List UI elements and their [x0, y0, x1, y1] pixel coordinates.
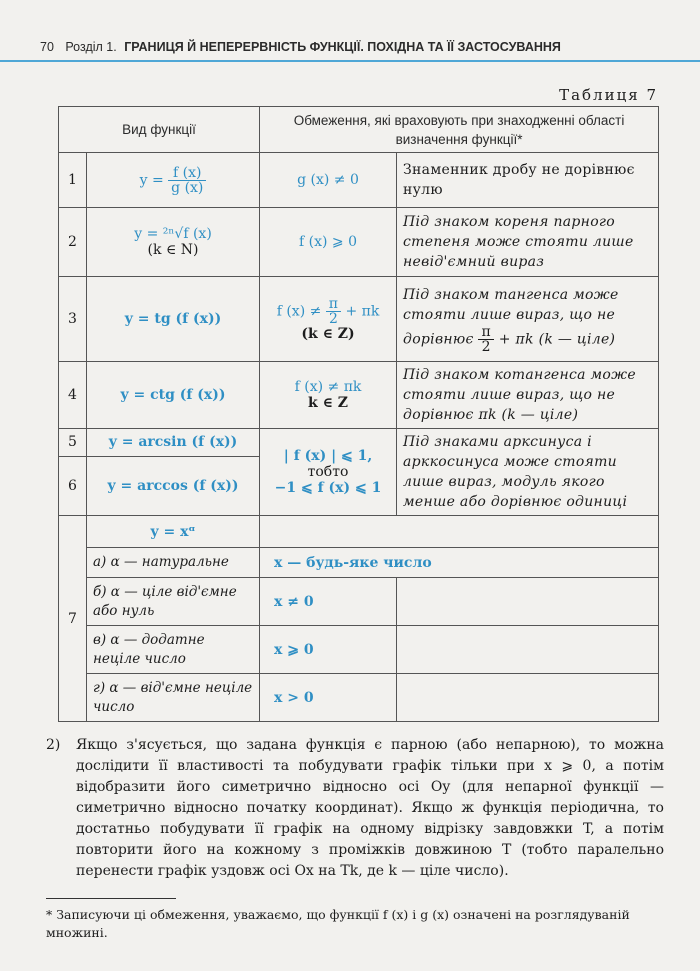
table-row [59, 578, 659, 626]
table-header-row [59, 107, 659, 153]
restriction-line1: | f (x) | ⩽ 1, [283, 448, 373, 464]
row-number: 1 [59, 153, 87, 208]
restriction-cell [260, 277, 397, 362]
case-restriction: x > 0 [260, 674, 397, 722]
header-function-type: Вид функції [59, 107, 260, 153]
restriction-condition: k ∈ Z [308, 395, 349, 411]
table-row [59, 208, 659, 277]
restriction-line3: −1 ⩽ f (x) ⩽ 1 [274, 480, 382, 496]
case-label: а) α — натуральне [87, 548, 260, 578]
function-cell: y = arcsin (f (x)) [87, 429, 260, 457]
empty-cell [397, 674, 659, 722]
restriction-denominator: 2 [328, 310, 338, 327]
case-restriction: x — будь-яке число [260, 548, 659, 578]
table-row [59, 362, 659, 429]
page-number: 70 [40, 40, 54, 54]
function-denominator: g (x) [171, 179, 204, 196]
case-label: б) α — ціле від'ємне або нуль [87, 578, 260, 626]
paragraph-2 [46, 735, 664, 882]
function-formula: y = ²ⁿ√f (x) [134, 226, 212, 242]
note-text-part2: + πk (k — ціле) [498, 331, 616, 347]
case-label: в) α — додатне неціле число [87, 626, 260, 674]
restriction-cell [260, 362, 397, 429]
restriction-rhs: + πk [345, 303, 380, 319]
restriction-condition: (k ∈ Z) [301, 325, 355, 342]
footnote-rule [46, 898, 176, 899]
function-cell [87, 153, 260, 208]
restriction-line2: тобто [307, 464, 349, 480]
note-numerator: π [478, 325, 494, 340]
function-cell: y = xᵅ [87, 516, 260, 548]
row-number: 2 [59, 208, 87, 277]
note-cell: Під знаком кореня парного степеня може стояти лише невід'ємний вираз [397, 208, 659, 277]
restriction-cell: g (x) ≠ 0 [260, 153, 397, 208]
restriction-lhs: f (x) ≠ [276, 303, 322, 319]
empty-cell [260, 516, 659, 548]
case-restriction: x ⩾ 0 [260, 626, 397, 674]
header-rule [0, 60, 700, 62]
table-row [59, 548, 659, 578]
header-restrictions: Обмеження, які враховують при знаходженні області визначення функції* [260, 107, 659, 153]
restriction-formula: f (x) ≠ πk [294, 379, 362, 395]
note-cell [397, 277, 659, 362]
restriction-numerator: π [326, 297, 341, 312]
row-number: 7 [59, 516, 87, 722]
section-label: Розділ 1. [65, 40, 117, 54]
restriction-cell [260, 429, 397, 516]
row-number: 5 [59, 429, 87, 457]
paragraph-number: 2) [46, 737, 61, 753]
note-text-part1: Під знаком тангенса може стояти лише вираз, що не дорівнює [403, 286, 619, 347]
empty-cell [397, 578, 659, 626]
empty-cell [397, 626, 659, 674]
function-cell [87, 208, 260, 277]
case-restriction: x ≠ 0 [260, 578, 397, 626]
paragraph-text: Якщо з'ясується, що задана функція є парною (або непарною), то можна дослідити її властивості та побудувати графік тільки при x ⩾ 0, а потім відобразити його симетрично відносно осі Oy (для непарної функції — симетрично відносно початку координат). Якщо ж функція періодична, то достатньо побудувати її графік на одному відрізку завдовжки T, а потім повторити його на кожному з проміжків довжиною T (тобто паралельно перенести графік уздовж осі Ox на Tk, де k — ціле число). [76, 737, 664, 879]
table-row [59, 429, 659, 457]
table-row [59, 516, 659, 548]
function-numerator: f (x) [168, 166, 206, 181]
section-title: ГРАНИЦЯ Й НЕПЕРЕРВНІСТЬ ФУНКЦІЇ. ПОХІДНА ТА ЇЇ ЗАСТОСУВАННЯ [124, 40, 561, 54]
function-condition: (k ∈ N) [147, 242, 199, 258]
function-cell: y = ctg (f (x)) [87, 362, 260, 429]
note-cell: Знаменник дробу не дорівнює нулю [397, 153, 659, 208]
row-number: 6 [59, 456, 87, 515]
page-header [40, 40, 660, 54]
table-row [59, 277, 659, 362]
function-lhs: y = [139, 172, 164, 188]
row-number: 4 [59, 362, 87, 429]
functions-table [58, 106, 659, 722]
footnote: * Записуючи ці обмеження, уважаємо, що функції f (x) і g (x) означені на розглядуваній множині. [46, 907, 630, 940]
table-row [59, 674, 659, 722]
note-denominator: 2 [481, 338, 491, 355]
case-label: г) α — від'ємне неціле число [87, 674, 260, 722]
row-number: 3 [59, 277, 87, 362]
function-cell: y = tg (f (x)) [87, 277, 260, 362]
function-cell: y = arccos (f (x)) [87, 456, 260, 515]
table-label: Таблиця 7 [559, 86, 658, 104]
note-cell: Під знаком котангенса може стояти лише вираз, що не дорівнює πk (k — ціле) [397, 362, 659, 429]
table-row [59, 153, 659, 208]
table-row [59, 626, 659, 674]
restriction-cell: f (x) ⩾ 0 [260, 208, 397, 277]
note-cell: Під знаками арксинуса і арккосинуса може стояти лише вираз, модуль якого менше або дорівнює одиниці [397, 429, 659, 516]
